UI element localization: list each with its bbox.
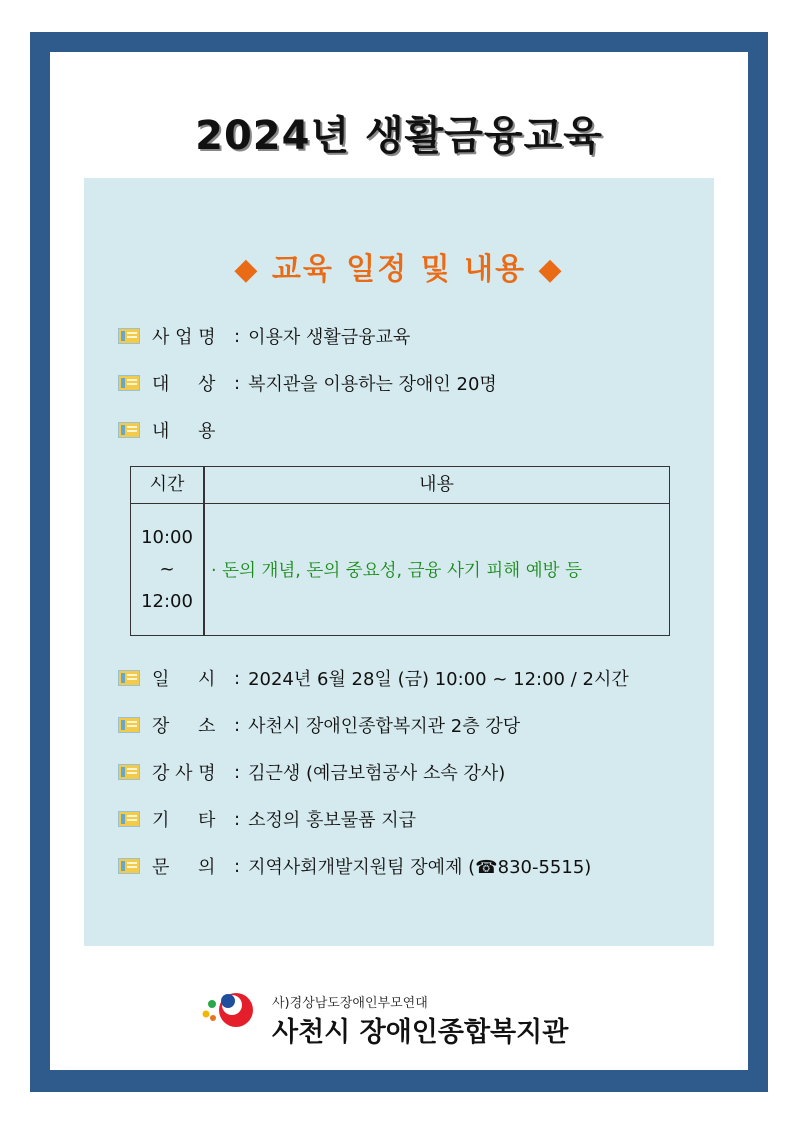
schedule-header-time: 시간 [149,474,185,495]
note-icon [118,375,140,391]
info-row-instructor [118,759,505,785]
colon: : [234,808,241,830]
info-label: 일 시 [152,669,216,690]
info-value: 김근생 (예금보험공사 소속 강사) [248,763,506,784]
colon: : [234,855,241,877]
org-parent-name: 사)경상남도장애인부모연대 [272,996,428,1011]
info-value: 지역사회개발지원팀 장예제 (☎830-5515) [248,857,592,878]
section-heading: ◆ 교육 일정 및 내용 ◆ [234,252,564,287]
info-label: 기 타 [152,810,216,831]
info-value: 2024년 6월 28일 (금) 10:00 ~ 12:00 / 2시간 [248,669,629,690]
schedule-table [130,466,670,636]
note-icon [118,858,140,874]
info-row-business [118,323,410,349]
info-row-target [118,370,497,396]
info-value: 사천시 장애인종합복지관 2층 강당 [248,716,521,737]
info-panel [84,178,714,946]
info-label: 문 의 [152,857,216,878]
schedule-time-separator: ~ [159,558,175,580]
colon: : [234,325,241,347]
colon: : [234,714,241,736]
org-logo-icon [198,988,258,1034]
info-label: 강 사 명 [152,763,216,784]
info-row-place [118,712,520,738]
schedule-time-cell [131,504,203,635]
info-row-content [118,417,228,443]
info-value: 소정의 홍보물품 지급 [248,810,417,831]
note-icon [118,811,140,827]
note-icon [118,764,140,780]
info-label: 대 상 [152,374,216,395]
footer-logo [50,970,748,1050]
page-frame [30,32,768,1092]
info-row-datetime [118,665,629,691]
page-inner [50,52,748,1070]
info-value: 복지관을 이용하는 장애인 20명 [248,374,497,395]
page-title: 2024년 생활금융교육 [195,113,603,159]
info-row-etc [118,806,416,832]
note-icon [118,422,140,438]
schedule-time-start: 10:00 [141,526,193,548]
schedule-content-cell: · 돈의 개념, 돈의 중요성, 금융 사기 피해 예방 등 [211,561,583,581]
schedule-time-end: 12:00 [141,590,193,612]
org-name: 사천시 장애인종합복지관 [272,1017,569,1048]
info-label: 사 업 명 [152,327,216,348]
info-label: 장 소 [152,716,216,737]
note-icon [118,328,140,344]
note-icon [118,670,140,686]
colon: : [234,761,241,783]
colon: : [234,667,241,689]
schedule-header-content: 내용 [419,474,454,495]
info-value: 이용자 생활금융교육 [248,327,411,348]
note-icon [118,717,140,733]
colon: : [234,372,241,394]
info-row-contact [118,853,591,879]
info-label: 내 용 [152,421,216,442]
